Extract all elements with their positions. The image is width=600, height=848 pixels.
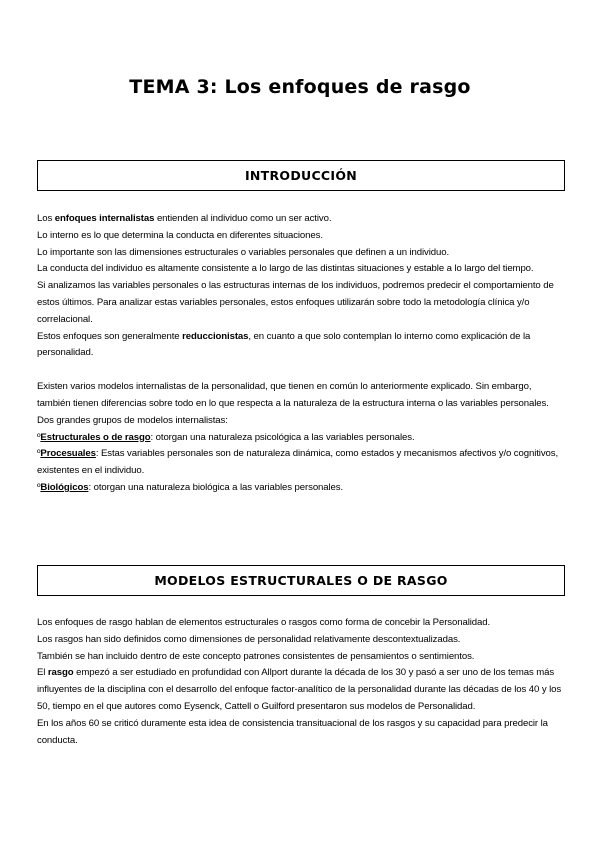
introduccion-body bbox=[37, 211, 567, 497]
list-item bbox=[37, 480, 567, 497]
page-title: TEMA 3: Los enfoques de rasgo bbox=[129, 76, 471, 98]
bold-term: reduccionistas bbox=[182, 330, 249, 342]
paragraph bbox=[37, 665, 567, 715]
modelos-body bbox=[37, 615, 567, 749]
section-heading-modelos: MODELOS ESTRUCTURALES O DE RASGO bbox=[37, 565, 565, 596]
paragraph: Existen varios modelos internalistas de la personalidad, que tienen en común lo anteriormente explicado. Sin embargo, también tienen diferencias sobre todo en lo que respecta a la naturaleza de la estructura interna o las variables personales. Dos grandes grupos de modelos internalistas: bbox=[37, 381, 549, 426]
text: : otorgan una naturaleza psicológica a las variables personales. bbox=[150, 431, 415, 443]
bold-term: Procesuales bbox=[40, 448, 96, 460]
paragraph: Los enfoques de rasgo hablan de elementos estructurales o rasgos como forma de concebir la Personalidad. bbox=[37, 617, 491, 628]
list-item bbox=[37, 446, 567, 480]
paragraph bbox=[37, 211, 567, 228]
paragraph: En los años 60 se criticó duramente esta idea de consistencia transituacional de los rasgos y su capacidad para predecir la conducta. bbox=[37, 717, 548, 746]
text: entienden al individuo como un ser activo. bbox=[154, 213, 332, 224]
bold-term: rasgo bbox=[47, 667, 74, 679]
paragraph bbox=[37, 329, 567, 363]
paragraph: Lo interno es lo que determina la conducta en diferentes situaciones. bbox=[37, 229, 323, 241]
paragraph: Los rasgos han sido definidos como dimensiones de personalidad relativamente descontextualizadas. bbox=[37, 633, 461, 645]
bold-term: enfoques internalistas bbox=[54, 213, 155, 224]
list-item bbox=[37, 430, 567, 447]
section-heading-introduccion: INTRODUCCIÓN bbox=[37, 160, 565, 191]
text: : otorgan una naturaleza biológica a las variables personales. bbox=[88, 481, 344, 493]
bold-term: Estructurales o de rasgo bbox=[40, 431, 151, 443]
text: : Estas variables personales son de naturaleza dinámica, como estados y mecanismos afectivos y/o cognitivos, existentes en el individuo. bbox=[37, 448, 559, 477]
paragraph: Si analizamos las variables personales o las estructuras internas de los individuos, podremos predecir el comportamiento de estos últimos. Para analizar estas variables personales, estos enfoques utilizarán sobre todo la metodología clínica y/o correlacional. bbox=[37, 280, 554, 325]
text: empezó a ser estudiado en profundidad con Allport durante la década de los 30 y pasó a ser uno de los temas más influyentes de la disciplina con el desarrollo del enfoque factor-analítico de la personalidad durante las décadas de los 40 y los 50, tiempo en el que autores como Eysenck, Cattell o Guilford presentaron sus modelos de Personalidad. bbox=[37, 667, 562, 712]
text: El bbox=[37, 667, 48, 679]
text: , en cuanto a que solo contemplan lo interno como explicación de la personalidad. bbox=[37, 330, 531, 359]
paragraph: También se han incluido dentro de este concepto patrones consistentes de pensamientos o sentimientos. bbox=[37, 650, 475, 662]
paragraph: Lo importante son las dimensiones estructurales o variables personales que definen a un individuo. bbox=[37, 246, 450, 258]
paragraph: La conducta del individuo es altamente consistente a lo largo de las distintas situaciones y estable a lo largo del tiempo. bbox=[37, 263, 534, 275]
text: Los bbox=[37, 213, 55, 224]
bullet: º bbox=[37, 481, 41, 493]
bold-term: Biológicos bbox=[40, 481, 89, 493]
bullet: º bbox=[37, 431, 41, 443]
bullet: º bbox=[37, 448, 41, 460]
text: Estos enfoques son generalmente bbox=[37, 330, 183, 342]
